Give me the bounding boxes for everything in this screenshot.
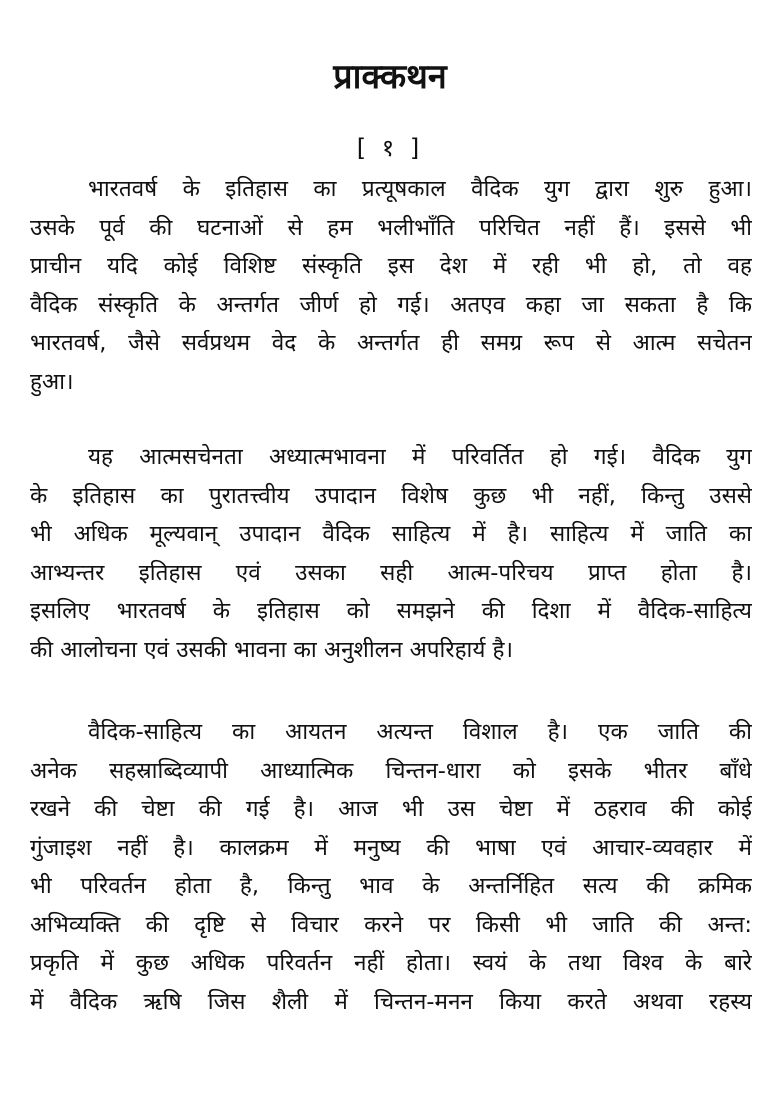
text-line: भी अधिक मूल्यवान् उपादान वैदिक साहित्य में है। साहित्य में जाति का <box>30 521 752 547</box>
text-line: के इतिहास का पुरातत्त्वीय उपादान विशेष कुछ भी नहीं, किन्तु उससे <box>30 482 752 509</box>
text-line: रखने की चेष्टा की गई है। आज भी उस चेष्टा में ठहराव की कोई <box>30 796 752 822</box>
text-line: उसके पूर्व की घटनाओं से हम भलीभाँति परिचित नहीं हैं। इससे भी <box>30 214 752 241</box>
text-line: हुआ। <box>30 368 74 395</box>
text-line: प्रकृति में कुछ अधिक परिवर्तन नहीं होता। स्वयं के तथा विश्व के बारे <box>30 950 752 976</box>
text-line: इसलिए भारतवर्ष के इतिहास को समझने की दिशा में वैदिक-साहित्य <box>30 598 752 624</box>
text-line: भी परिवर्तन होता है, किन्तु भाव के अन्तर्निहित सत्य की क्रमिक <box>30 873 752 899</box>
text-line: आभ्यन्तर इतिहास एवं उसका सही आत्म-परिचय प्राप्त होता है। <box>30 559 752 586</box>
text-line: वैदिक संस्कृति के अन्तर्गत जीर्ण हो गई। अतएव कहा जा सकता है कि <box>30 291 752 318</box>
section-number: [ १ ] <box>356 134 424 162</box>
text-line: भारतवर्ष के इतिहास का प्रत्यूषकाल वैदिक युग द्वारा शुरु हुआ। <box>88 176 752 202</box>
paragraph-3 <box>30 713 752 1021</box>
text-line: यह आत्मसचेनता अध्यात्मभावना में परिवर्तित हो गई। वैदिक युग <box>88 444 752 470</box>
page-title: प्राक्कथन <box>333 57 447 97</box>
text-line: अभिव्यक्ति की दृष्टि से विचार करने पर किसी भी जाति की अन्त: <box>30 911 752 938</box>
text-line: की आलोचना एवं उसकी भावना का अनुशीलन अपरिहार्य है। <box>30 636 514 663</box>
paragraph-2 <box>30 438 752 669</box>
paragraph-1 <box>30 170 752 401</box>
text-line: अनेक सहस्राब्दिव्यापी आध्यात्मिक चिन्तन-धारा को इसके भीतर बाँधे <box>30 757 752 784</box>
text-line: भारतवर्ष, जैसे सर्वप्रथम वेद के अन्तर्गत ही समग्र रूप से आत्म सचेतन <box>30 330 752 356</box>
text-line: गुंजाइश नहीं है। कालक्रम में मनुष्य की भाषा एवं आचार-व्यवहार में <box>30 834 752 861</box>
text-line: वैदिक-साहित्य का आयतन अत्यन्त विशाल है। एक जाति की <box>88 719 752 745</box>
text-line: प्राचीन यदि कोई विशिष्ट संस्कृति इस देश में रही भी हो, तो वह <box>30 253 752 279</box>
text-line: में वैदिक ऋषि जिस शैली में चिन्तन-मनन किया करते अथवा रहस्य <box>30 988 752 1015</box>
